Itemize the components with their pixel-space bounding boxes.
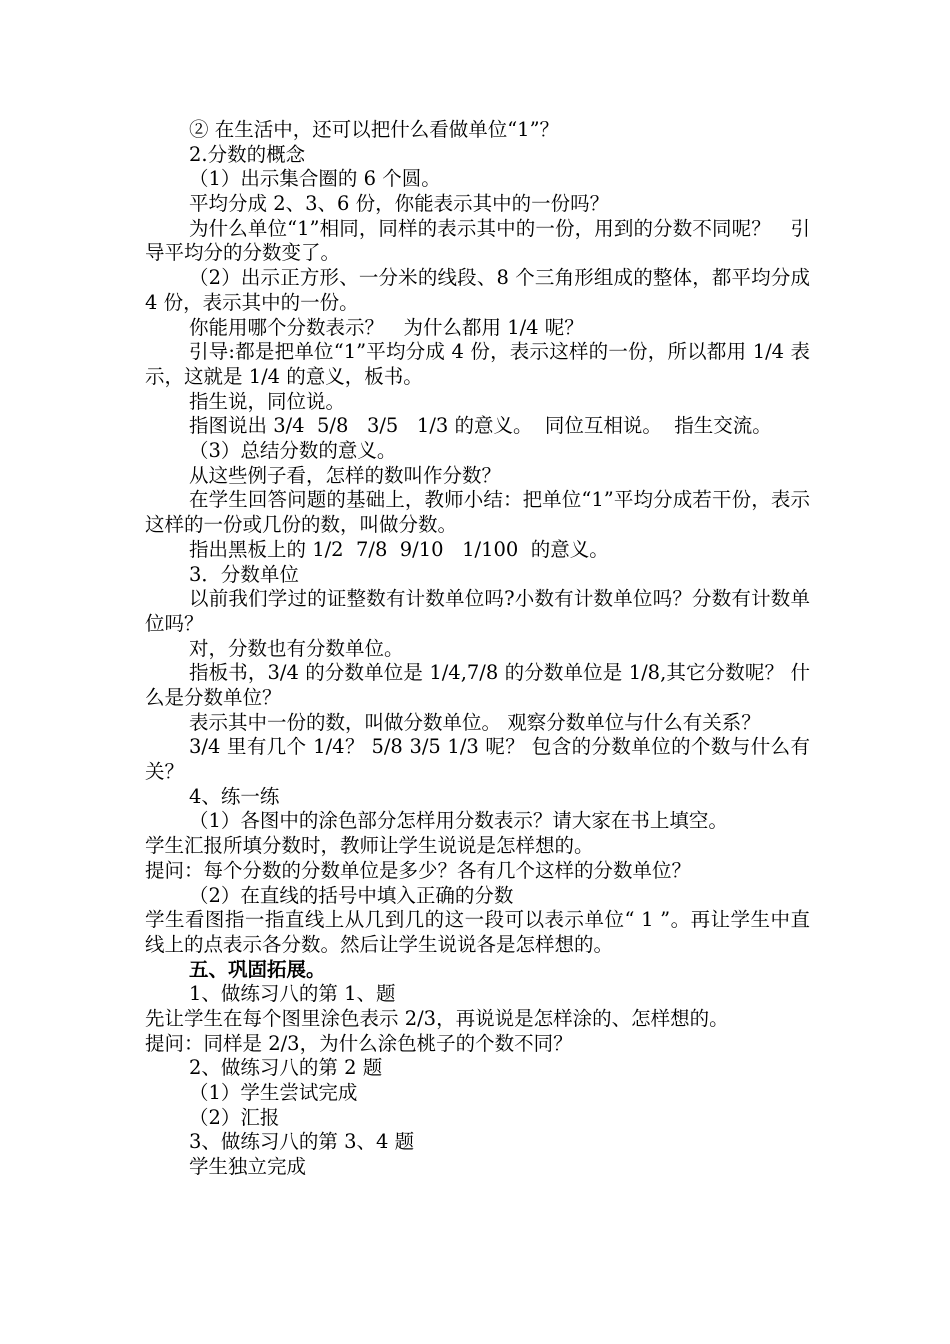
text-line: 学生独立完成 (189, 1155, 307, 1179)
text-line: 提问：每个分数的分数单位是多少？各有几个这样的分数单位？ (145, 858, 692, 882)
text-line: 2.分数的概念 (189, 142, 306, 166)
text-line: 4、练一练 (189, 784, 280, 808)
text-line: （2）出示正方形、一分米的线段、8 个三角形组成的整体，都平均分成 4 份，表示其中的一份。 (145, 266, 810, 314)
text-line: 指出黑板上的 1/2 7/8 9/10 1/100 的意义。 (189, 537, 609, 561)
text-line: 2、做练习八的第 2 题 (189, 1056, 383, 1080)
text-line: ② 在生活中，还可以把什么看做单位“1”？ (189, 118, 560, 141)
text-line: 为什么单位“1”相同，同样的表示其中的一份，用到的分数不同呢？ 引导平均分的分数变了。 (145, 216, 810, 265)
text-line: 指生说，同位说。 (189, 389, 346, 413)
text-line: 3/4 里有几个 1/4？ 5/8 3/5 1/3 呢？ 包含的分数单位的个数与什么有关？ (145, 735, 810, 784)
text-line: 你能用哪个分数表示？ 为什么都用 1/4 呢？ (189, 315, 584, 339)
text-line: 表示其中一份的数，叫做分数单位。 观察分数单位与什么有关系？ (189, 710, 761, 734)
text-line: 3、做练习八的第 3、4 题 (189, 1130, 415, 1154)
text-line: 指板书，3/4 的分数单位是 1/4,7/8 的分数单位是 1/8,其它分数呢？ 什么是分数单位？ (145, 661, 810, 709)
text-line: 对，分数也有分数单位。 (189, 636, 404, 660)
text-line: （3）总结分数的意义。 (189, 439, 397, 463)
text-line: 平均分成 2、3、6 份，你能表示其中的一份吗？ (189, 192, 610, 216)
text-line: （1）出示集合圈的 6 个圆。 (189, 167, 441, 191)
text-line: （1）各图中的涂色部分怎样用分数表示？请大家在书上填空。 (189, 809, 728, 833)
text-line: 提问：同样是 2/3，为什么涂色桃子的个数不同？ (145, 1031, 573, 1055)
text-line: 1、做练习八的第 1、题 (189, 982, 396, 1006)
text-line: 指图说出 3/4 5/8 3/5 1/3 的意义。 同位互相说。 指生交流。 (189, 414, 772, 438)
document-page (145, 118, 810, 1180)
text-line: 学生看图指一指直线上从几到几的这一段可以表示单位“ 1 ”。再让学生中直线上的点表示各分数。然后让学生说说各是怎样想的。 (145, 908, 810, 956)
text-line: 学生汇报所填分数时，教师让学生说说是怎样想的。 (145, 834, 594, 858)
text-line: 3．分数单位 (189, 562, 299, 586)
text-line: 先让学生在每个图里涂色表示 2/3，再说说是怎样涂的、怎样想的。 (145, 1007, 729, 1031)
text-line: （2）汇报 (189, 1105, 280, 1129)
text-line: 以前我们学过的证整数有计数单位吗?小数有计数单位吗？分数有计数单位吗？ (145, 587, 810, 635)
text-line: 从这些例子看，怎样的数叫作分数？ (189, 463, 502, 487)
text-line: 在学生回答问题的基础上，教师小结：把单位“1”平均分成若干份，表示这样的一份或几份的数，叫做分数。 (145, 488, 810, 537)
text-line: 引导:都是把单位“1”平均分成 4 份，表示这样的一份，所以都用 1/4 表示，这就是 1/4 的意义，板书。 (145, 340, 810, 388)
text-line: （1）学生尝试完成 (189, 1081, 358, 1105)
text-line: 五、巩固拓展。 (189, 957, 326, 981)
text-line: （2）在直线的括号中填入正确的分数 (189, 883, 514, 907)
